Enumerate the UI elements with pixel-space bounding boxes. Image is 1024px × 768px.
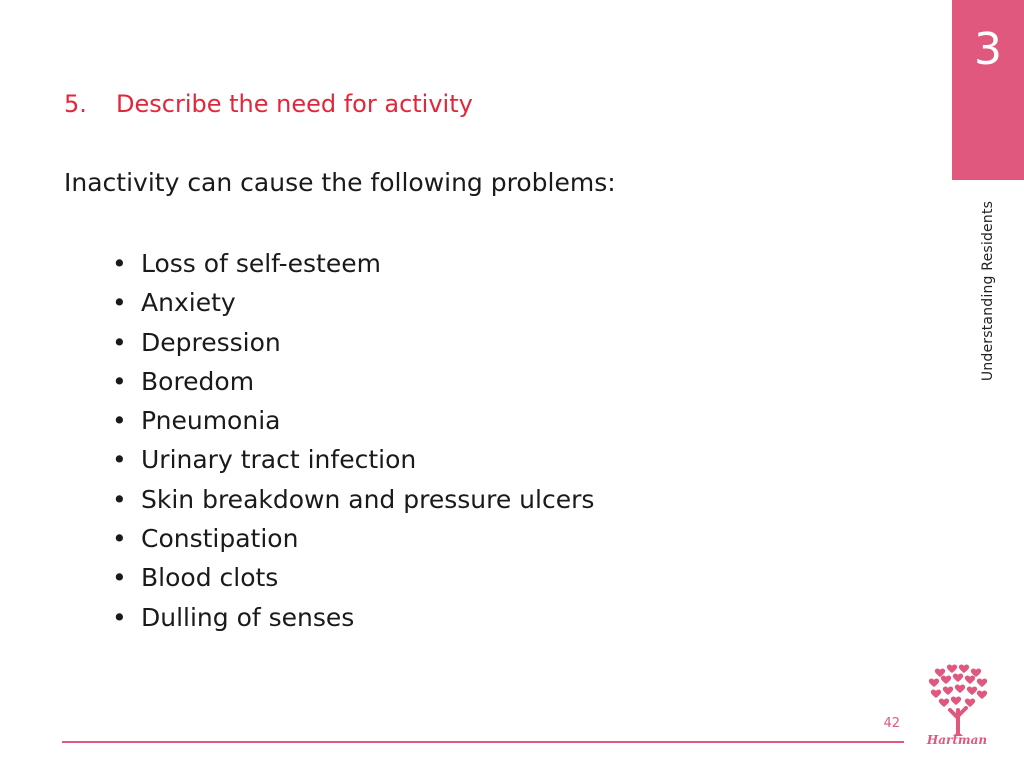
section-number: 5.: [64, 90, 87, 118]
bullet-icon: •: [112, 406, 127, 436]
list-item: [112, 364, 594, 403]
bullet-icon: •: [112, 602, 127, 632]
intro-text: Inactivity can cause the following problems:: [64, 168, 616, 197]
list-item-text: Boredom: [141, 366, 255, 396]
section-heading: [64, 90, 473, 118]
list-item: [112, 285, 594, 324]
bullet-icon: •: [112, 484, 127, 514]
list-item-text: Depression: [141, 327, 281, 357]
bullet-icon: •: [112, 563, 127, 593]
page-number: 42: [883, 716, 900, 731]
section-title: Describe the need for activity: [116, 90, 473, 118]
list-item-text: Dulling of senses: [141, 602, 355, 632]
list-item: [112, 403, 594, 442]
list-item-text: Blood clots: [141, 563, 279, 593]
list-item: [112, 246, 594, 285]
bullet-icon: •: [112, 249, 127, 278]
list-item: [112, 442, 594, 481]
bullet-icon: •: [112, 327, 127, 357]
chapter-number: 3: [974, 24, 1002, 75]
bullet-icon: •: [112, 524, 127, 554]
list-item-text: Pneumonia: [141, 406, 281, 436]
logo-wordmark: Hartman: [926, 733, 988, 747]
chapter-tab: [952, 0, 1024, 180]
list-item: [112, 482, 594, 521]
list-item: [112, 325, 594, 364]
footer-divider: [62, 741, 904, 743]
list-item: [112, 521, 594, 560]
bullet-icon: •: [112, 288, 127, 318]
list-item: [112, 600, 594, 639]
list-item-text: Loss of self-esteem: [141, 249, 381, 278]
list-item-text: Urinary tract infection: [141, 445, 417, 475]
list-item-text: Anxiety: [141, 288, 236, 318]
list-item: [112, 560, 594, 599]
list-item-text: Constipation: [141, 524, 299, 554]
chapter-side-label: Understanding Residents: [980, 200, 996, 382]
bullet-icon: •: [112, 445, 127, 475]
bullet-icon: •: [112, 366, 127, 396]
list-item-text: Skin breakdown and pressure ulcers: [141, 484, 595, 514]
problem-list: [112, 246, 594, 639]
